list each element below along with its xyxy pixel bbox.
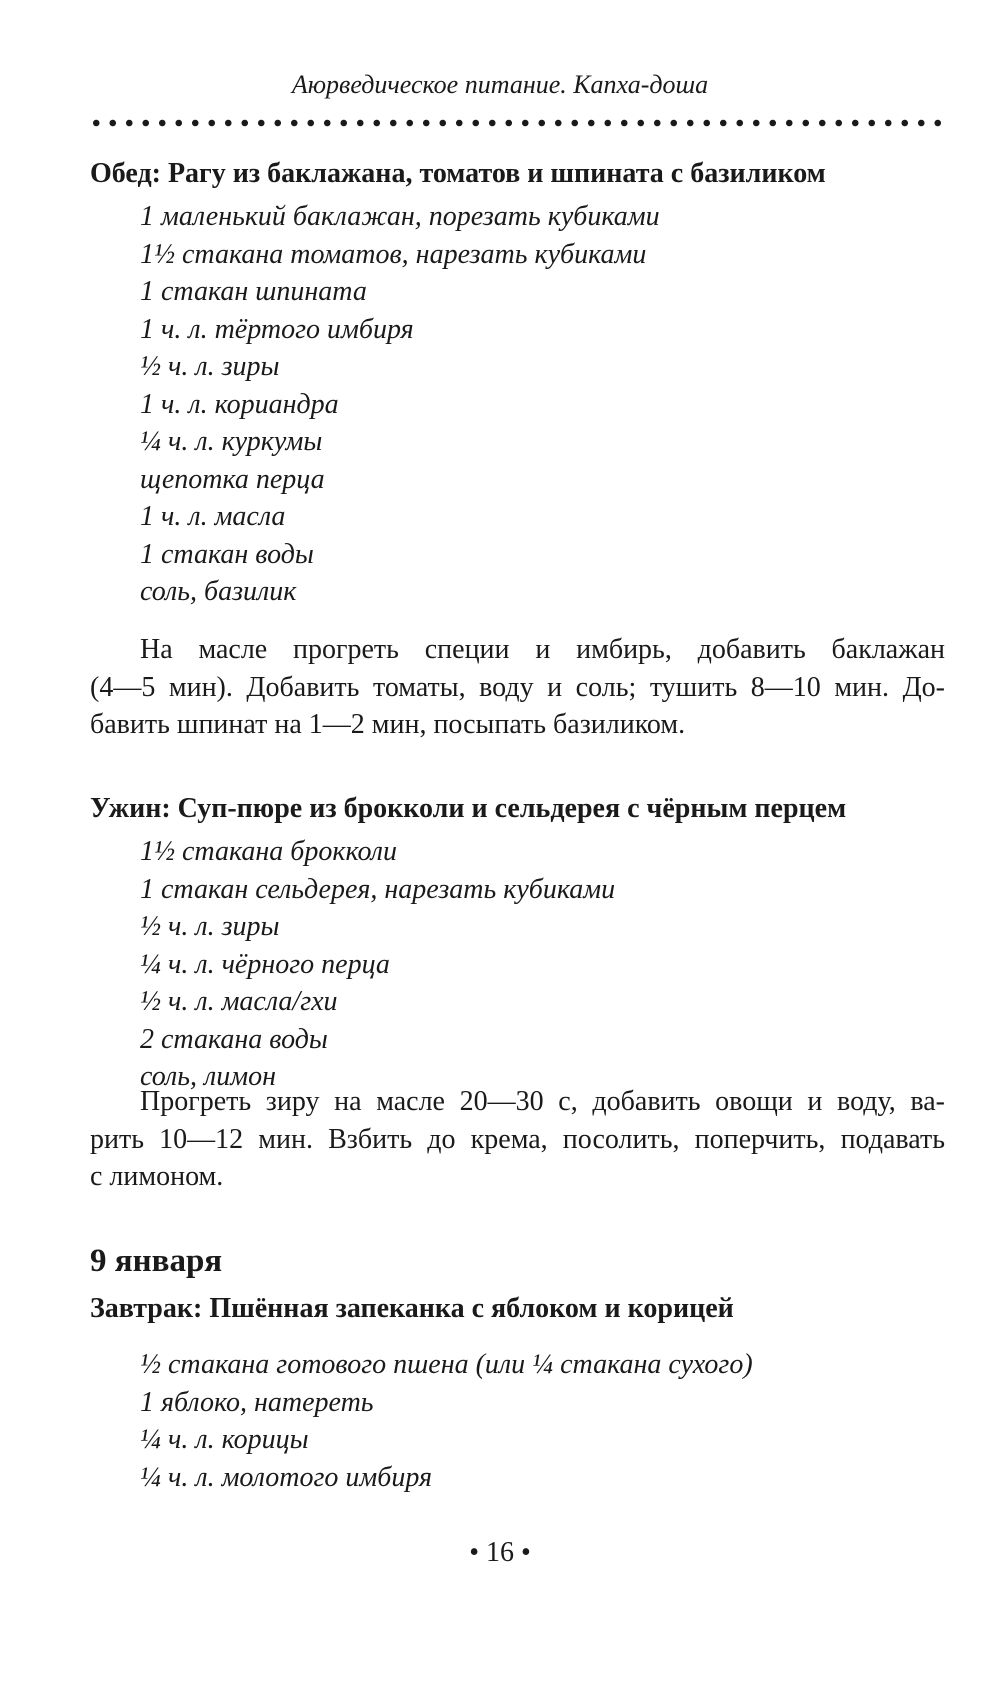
dinner-title: Ужин: Суп-пюре из брокколи и сельдерея с чёрным перцем xyxy=(90,793,847,824)
instruction-line: (4—5 мин). Добавить томаты, воду и соль; тушить 8—10 мин. До- xyxy=(90,671,945,703)
day-heading: 9 января xyxy=(90,1243,223,1279)
dinner-ingredient: ¼ ч. л. чёрного перца xyxy=(140,948,390,980)
lunch-ingredient: 1 ч. л. тёртого имбиря xyxy=(140,313,414,345)
breakfast-ingredient: 1 яблоко, натереть xyxy=(140,1386,374,1418)
dotted-rule xyxy=(88,116,946,130)
instruction-line: рить 10—12 мин. Взбить до крема, посолить, поперчить, подавать xyxy=(90,1123,945,1155)
breakfast-ingredient: ¼ ч. л. молотого имбиря xyxy=(140,1461,433,1493)
breakfast-title: Завтрак: Пшённая запеканка с яблоком и корицей xyxy=(90,1293,734,1324)
lunch-ingredient: ½ ч. л. зиры xyxy=(140,351,280,382)
lunch-ingredient: 1½ стакана томатов, нарезать кубиками xyxy=(140,238,647,270)
dinner-ingredient: соль, лимон xyxy=(140,1061,276,1092)
breakfast-ingredient: ½ стакана готового пшена (или ¼ стакана сухого) xyxy=(140,1349,753,1380)
instruction-line: с лимоном. xyxy=(90,1161,224,1192)
instruction-line: бавить шпинат на 1—2 мин, посыпать базиликом. xyxy=(90,709,686,740)
instruction-line: На масле прогреть специи и имбирь, добавить баклажан xyxy=(140,634,945,665)
dinner-ingredient: ½ ч. л. масла/гхи xyxy=(140,986,338,1017)
running-head: Аюрведическое питание. Капха-доша xyxy=(291,70,709,99)
lunch-ingredient: 1 ч. л. кориандра xyxy=(140,388,339,420)
dinner-ingredient: 1 стакан сельдерея, нарезать кубиками xyxy=(140,873,616,905)
dinner-ingredient: ½ ч. л. зиры xyxy=(140,911,280,942)
lunch-ingredient: соль, базилик xyxy=(140,576,297,607)
lunch-ingredient: щепотка перца xyxy=(140,463,325,495)
lunch-ingredient: ¼ ч. л. куркумы xyxy=(140,426,323,457)
lunch-ingredient: 1 маленький баклажан, порезать кубиками xyxy=(140,201,660,232)
dinner-ingredient: 1½ стакана брокколи xyxy=(140,836,398,867)
lunch-title: Обед: Рагу из баклажана, томатов и шпината с базиликом xyxy=(90,158,826,189)
lunch-ingredient: 1 стакан шпината xyxy=(140,276,367,307)
lunch-ingredient: 1 стакан воды xyxy=(140,538,314,570)
breakfast-ingredient: ¼ ч. л. корицы xyxy=(140,1424,309,1455)
dinner-ingredient: 2 стакана воды xyxy=(140,1023,328,1055)
page-number: • 16 • xyxy=(469,1537,531,1568)
instruction-line: Прогреть зиру на масле 20—30 с, добавить овощи и воду, ва- xyxy=(140,1086,945,1117)
lunch-ingredient: 1 ч. л. масла xyxy=(140,501,286,532)
